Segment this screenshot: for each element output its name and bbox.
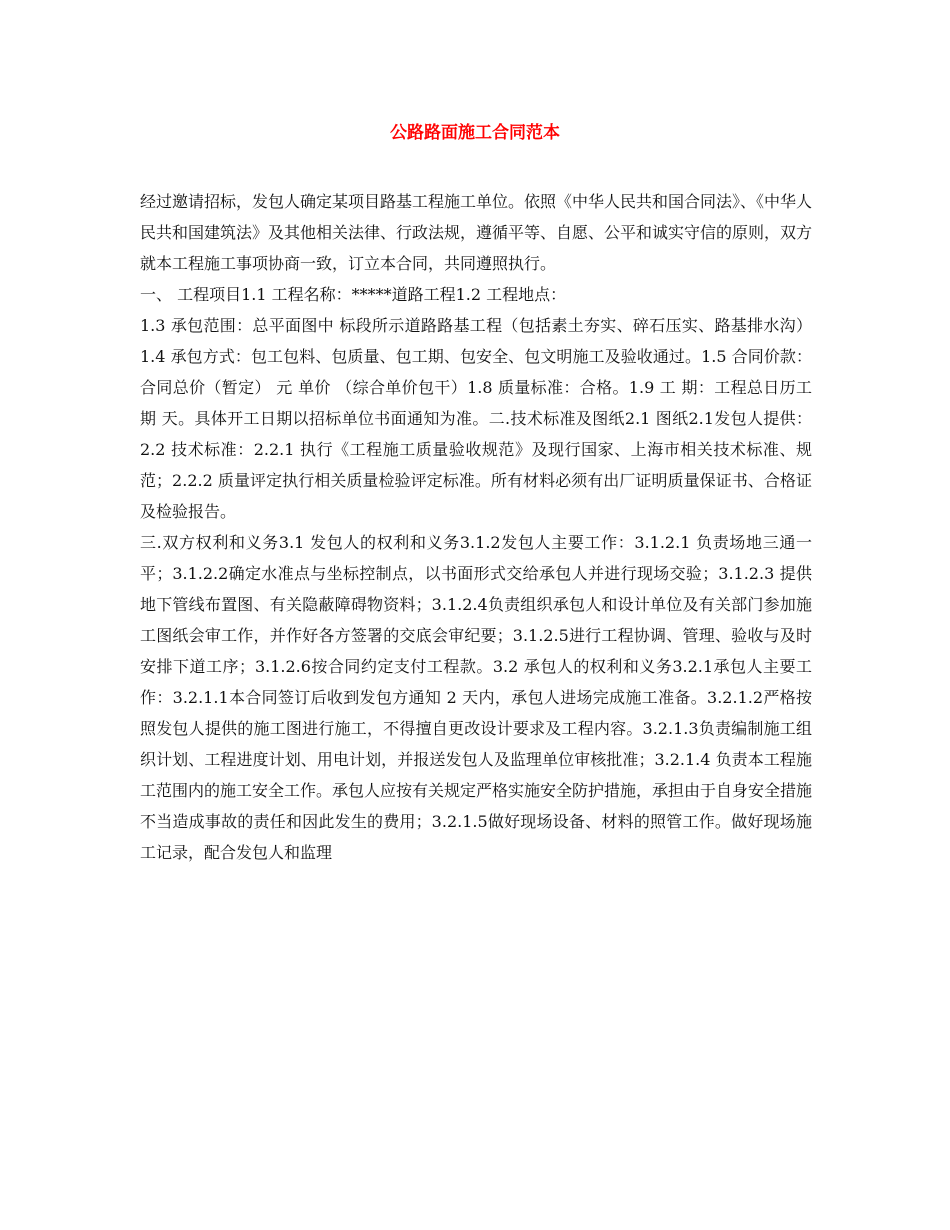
paragraph-section-1-heading: 一、 工程项目1.1 工程名称：*****道路工程1.2 工程地点： bbox=[140, 285, 567, 304]
document-body bbox=[140, 186, 812, 868]
paragraph-section-1-2: 1.3 承包范围：总平面图中 标段所示道路路基工程（包括素土夯实、碎石压实、路基排水沟）1.4 承包方式：包工包料、包质量、包工期、包安全、包文明施工及验收通过。1.5 合同价款：合同总价（暂定） 元 单价 （综合单价包干）1.8 质量标准：合格。1.9 工 期：工程总日历工期 天。具体开工日期以招标单位书面通知为准。二.技术标准及图纸2.1 图纸2.1发包人提供： 2.2 技术标准：2.2.1 执行《工程施工质量验收规范》及现行国家、上海市相关技术标准、规范；2.2.2 质量评定执行相关质量检验评定标准。所有材料必须有出厂证明质量保证书、合格证及检验报告。 bbox=[140, 316, 812, 521]
paragraph-section-3: 三.双方权利和义务3.1 发包人的权利和义务3.1.2发包人主要工作：3.1.2.1 负责场地三通一平；3.1.2.2确定水准点与坐标控制点，以书面形式交给承包人并进行现场交验；3.1.2.3 提供地下管线布置图、有关隐蔽障碍物资料；3.1.2.4负责组织承包人和设计单位及有关部门参加施工图纸会审工作，并作好各方签署的交底会审纪要；3.1.2.5进行工程协调、管理、验收与及时安排下道工序；3.1.2.6按合同约定支付工程款。3.2 承包人的权利和义务3.2.1承包人主要工作：3.2.1.1本合同签订后收到发包方通知 2 天内，承包人进场完成施工准备。3.2.1.2严格按照发包人提供的施工图进行施工，不得擅自更改设计要求及工程内容。3.2.1.3负责编制施工组织计划、工程进度计划、用电计划，并报送发包人及监理单位审核批准；3.2.1.4 负责本工程施工范围内的施工安全工作。承包人应按有关规定严格实施安全防护措施，承担由于自身安全措施不当造成事故的责任和因此发生的费用；3.2.1.5做好现场设备、材料的照管工作。做好现场施工记录，配合发包人和监理 bbox=[140, 533, 813, 862]
document-title: 公路路面施工合同范本 bbox=[390, 123, 560, 143]
paragraph-preamble: 经过邀请招标，发包人确定某项目路基工程施工单位。依照《中华人民共和国合同法》、《中华人民共和国建筑法》及其他相关法律、行政法规，遵循平等、自愿、公平和诚实守信的原则，双方就本工程施工事项协商一致，订立本合同，共同遵照执行。 bbox=[140, 192, 813, 273]
